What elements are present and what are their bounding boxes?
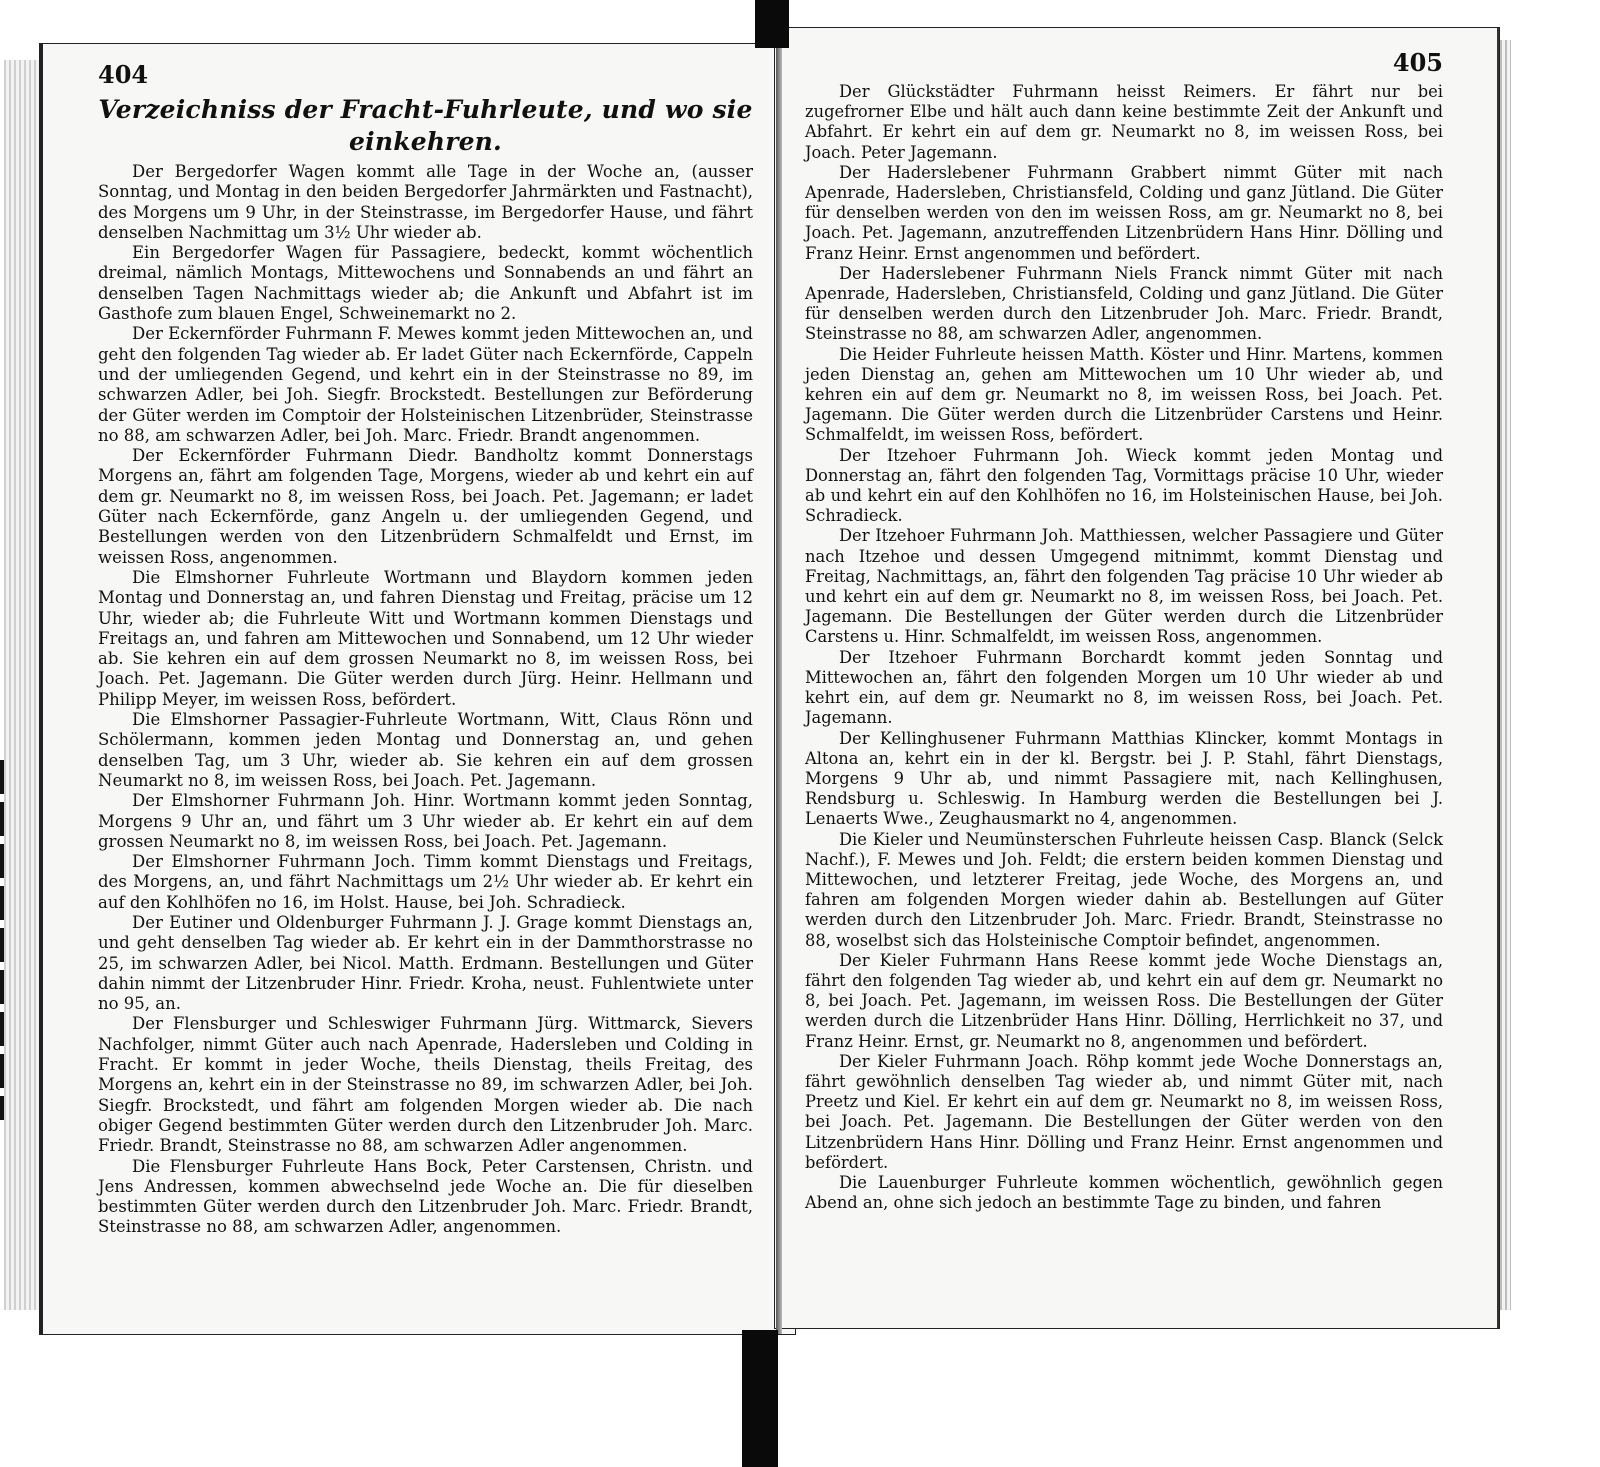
entry-paragraph: Der Itzehoer Fuhrmann Joh. Wieck kommt jeden Montag und Donnerstag an, fährt den folgenden Tag, Vormittags präcise 10 Uhr, wieder ab und kehrt ein auf den Kohlhöfen no 16, im Holsteinischen Hause, bei Joh. Schradieck. xyxy=(805,445,1443,526)
entry-paragraph: Der Itzehoer Fuhrmann Borchardt kommt jeden Sonntag und Mittewochen an, fährt den folgenden Morgen um 10 Uhr wieder ab und kehrt ein, auf dem gr. Neumarkt no 8, im weissen Ross, bei Joach. Pet. Jagemann. xyxy=(805,647,1443,728)
page-number-left: 404 xyxy=(98,60,149,89)
page-heading: Verzeichniss der Fracht-Fuhrleute, und wo sie einkehren. xyxy=(98,95,753,156)
entry-paragraph: Der Haderslebener Fuhrmann Niels Franck nimmt Güter mit nach Apenrade, Hadersleben, Christiansfeld, Colding und ganz Jütland. Die Güter für denselben werden durch den Litzenbruder Joh. Marc. Friedr. Brandt, Steinstrasse no 88, am schwarzen Adler, angenommen. xyxy=(805,263,1443,344)
book-spine xyxy=(776,44,782,1334)
page-edges-left xyxy=(4,60,40,1310)
entry-paragraph: Die Flensburger Fuhrleute Hans Bock, Peter Carstensen, Christn. und Jens Andressen, kommen abwechselnd jede Woche an. Die für dieselben bestimmten Güter werden durch den Litzenbruder Joh. Marc. Friedr. Brandt, Steinstrasse no 88, am schwarzen Adler, angenommen. xyxy=(98,1156,753,1237)
entry-paragraph: Der Bergedorfer Wagen kommt alle Tage in der Woche an, (ausser Sonntag, und Montag in den beiden Bergedorfer Jahrmärkten und Fastnacht), des Morgens um 9 Uhr, in der Steinstrasse, im Bergedorfer Hause, und fährt denselben Nachmittag um 3½ Uhr wieder ab. xyxy=(98,162,754,242)
gutter-shadow-bottom xyxy=(742,1330,778,1467)
entry-paragraph: Der Glückstädter Fuhrmann heisst Reimers. Er fährt nur bei zugefrorner Elbe und hält auch dann keine bestimmte Zeit der Ankunft und Abfahrt. Er kehrt ein auf dem gr. Neumarkt no 8, im weissen Ross, bei Joach. Peter Jagemann. xyxy=(805,82,1443,162)
entry-paragraph: Die Kieler und Neumünsterschen Fuhrleute heissen Casp. Blanck (Selck Nachf.), F. Mewes und Joh. Feldt; die erstern beiden kommen Dienstag und Mittewochen, und letzterer Freitag, jede Woche, des Morgens an, und fahren am folgenden Morgen wieder dahin ab. Bestellungen auf Güter werden durch den Litzenbruder Joh. Marc. Friedr. Brandt, Steinstrasse no 88, woselbst sich das Holsteinische Comptoir befindet, angenommen. xyxy=(805,829,1443,950)
gutter-shadow-top xyxy=(755,0,789,48)
left-page-content xyxy=(98,62,753,1238)
entry-paragraph: Der Elmshorner Fuhrmann Joh. Hinr. Wortmann kommt jeden Sonntag, Morgens 9 Uhr an, und fährt um 3 Uhr wieder ab. Er kehrt ein auf dem grossen Neumarkt no 8, im weissen Ross, bei Joach. Pet. Jagemann. xyxy=(98,791,753,851)
entry-paragraph: Der Flensburger und Schleswiger Fuhrmann Jürg. Wittmarck, Sievers Nachfolger, nimmt Güter auch nach Apenrade, Hadersleben und Colding in Fracht. Er kommt in jeder Woche, theils Dienstag, theils Freitag, des Morgens an, kehrt ein in der Steinstrasse no 89, im schwarzen Adler, bei Joh. Siegfr. Brockstedt, und fährt am folgenden Morgen wieder ab. Die nach obiger Gegend bestimmten Güter werden durch den Litzenbruder Joh. Marc. Friedr. Brandt, Steinstrasse no 88, am schwarzen Adler angenommen. xyxy=(98,1014,753,1156)
entry-paragraph: Die Elmshorner Passagier-Fuhrleute Wortmann, Witt, Claus Rönn und Schölermann, kommen jeden Montag und Donnerstag an, und gehen denselben Tag, um 3 Uhr, wieder ab. Sie kehren ein auf dem grossen Neumarkt no 8, im weissen Ross, bei Joach. Pet. Jagemann. xyxy=(98,710,753,790)
entry-paragraph: Der Eckernförder Fuhrmann Diedr. Bandholtz kommt Donnerstags Morgens an, fährt am folgenden Tage, Morgens, wieder ab und kehrt ein auf dem gr. Neumarkt no 8, im weissen Ross, bei Joach. Pet. Jagemann; er ladet Güter nach Eckernförde, ganz Angeln u. der umliegenden Gegend, und Bestellungen werden von den Litzenbrüdern Schmalfeldt und Ernst, im weissen Ross, angenommen. xyxy=(98,446,753,567)
entry-paragraph: Die Heider Fuhrleute heissen Matth. Köster und Hinr. Martens, kommen jeden Dienstag an, gehen am Mittewochen um 10 Uhr wieder ab, und kehren ein auf dem gr. Neumarkt no 8, im weissen Ross, bei Joach. Pet. Jagemann. Die Güter werden durch die Litzenbrüder Carstens und Heinr. Schmalfeldt, im weissen Ross, befördert. xyxy=(805,344,1443,445)
entry-paragraph: Der Eutiner und Oldenburger Fuhrmann J. J. Grage kommt Dienstags an, und geht denselben Tag wieder ab. Er kehrt ein in der Dammthorstrasse no 25, im schwarzen Adler, bei Nicol. Matth. Erdmann. Bestellungen und Güter dahin nimmt der Litzenbruder Hinr. Friedr. Kroha, neust. Fuhlentwiete unter no 95, an. xyxy=(98,912,753,1014)
page-number-right: 405 xyxy=(1392,48,1443,77)
entry-paragraph: Der Kellinghusener Fuhrmann Matthias Klincker, kommt Montags in Altona an, kehrt ein in der kl. Bergstr. bei J. P. Stahl, fährt Dienstags, Morgens 9 Uhr ab, und nimmt Passagiere mit, nach Kellinghusen, Rendsburg u. Schleswig. In Hamburg werden die Bestellungen bei J. Lenaerts Wwe., Zeughausmarkt no 4, angenommen. xyxy=(805,728,1443,829)
entry-paragraph: Ein Bergedorfer Wagen für Passagiere, bedeckt, kommt wöchentlich dreimal, nämlich Montags, Mittewochens und Sonnabends an und fährt an denselben Tagen Nachmittags wieder ab; die Ankunft und Abfahrt ist im Gasthofe zum blauen Engel, Schweinemarkt no 2. xyxy=(98,243,753,324)
entry-paragraph: Der Haderslebener Fuhrmann Grabbert nimmt Güter mit nach Apenrade, Hadersleben, Christiansfeld, Colding und ganz Jütland. Die Güter für denselben werden von den im weissen Ross, am gr. Neumarkt no 8, bei Joach. Pet. Jagemann, anzutreffenden Litzenbrüdern Hans Hinr. Dölling und Franz Heinr. Ernst angenommen und befördert. xyxy=(805,162,1443,263)
entry-paragraph: Der Kieler Fuhrmann Joach. Röhp kommt jede Woche Donnerstags an, fährt gewöhnlich denselben Tag wieder ab, und nimmt Güter mit, nach Preetz und Kiel. Er kehrt ein auf dem gr. Neumarkt no 8, im weissen Ross, bei Joach. Pet. Jagemann. Die Bestellungen der Güter werden von den Litzenbrüdern Hans Hinr. Dölling und Franz Heinr. Ernst angenommen und befördert. xyxy=(805,1051,1443,1172)
page-edges-right xyxy=(1497,40,1511,1310)
entry-paragraph: Die Lauenburger Fuhrleute kommen wöchentlich, gewöhnlich gegen Abend an, ohne sich jedoch an bestimmte Tage zu binden, und fahren xyxy=(805,1172,1443,1213)
entry-paragraph: Der Eckernförder Fuhrmann F. Mewes kommt jeden Mittewochen an, und geht den folgenden Tag wieder ab. Er ladet Güter nach Eckernförde, Cappeln und der umliegenden Gegend, und kehrt ein in der Steinstrasse no 89, im schwarzen Adler, bei Joh. Siegfr. Brockstedt. Bestellungen zur Beförderung der Güter werden im Comptoir der Holsteinischen Litzenbrüder, Steinstrasse no 88, am schwarzen Adler, bei Joh. Marc. Friedr. Brandt angenommen. xyxy=(98,324,753,445)
entry-paragraph: Der Kieler Fuhrmann Hans Reese kommt jede Woche Dienstags an, fährt den folgenden Tag wieder ab, und kehrt ein auf dem gr. Neumarkt no 8, bei Joach. Pet. Jagemann, im weissen Ross. Die Bestellungen der Güter werden durch die Litzenbrüder Hans Hinr. Dölling, Herrlichkeit no 37, und Franz Heinr. Ernst, gr. Neumarkt no 8, angenommen und befördert. xyxy=(805,950,1443,1051)
right-page-content xyxy=(805,50,1443,1213)
entry-paragraph: Der Elmshorner Fuhrmann Joch. Timm kommt Dienstags und Freitags, des Morgens, an, und fährt Nachmittags um 2½ Uhr wieder ab. Er kehrt ein auf den Kohlhöfen no 16, im Holst. Hause, bei Joh. Schradieck. xyxy=(98,852,753,912)
entry-paragraph: Der Itzehoer Fuhrmann Joh. Matthiessen, welcher Passagiere und Güter nach Itzehoe und dessen Umgegend mitnimmt, kommt Dienstag und Freitag, Nachmittags, an, fährt den folgenden Tag präcise 10 Uhr wieder ab und kehrt ein auf dem gr. Neumarkt no 8, im weissen Ross, bei Joach. Pet. Jagemann. Die Bestellungen der Güter werden durch die Litzenbrüder Carstens u. Hinr. Schmalfeldt, im weissen Ross, angenommen. xyxy=(805,526,1443,647)
entry-paragraph: Die Elmshorner Fuhrleute Wortmann und Blaydorn kommen jeden Montag und Donnerstag an, und fahren Dienstag und Freitag, präcise um 12 Uhr, wieder ab; die Fuhrleute Witt und Wortmann kommen Dienstags und Freitags an, und fahren am Mittewochen und Sonnabend, um 12 Uhr wieder ab. Sie kehren ein auf dem grossen Neumarkt no 8, im weissen Ross, bei Joach. Pet. Jagemann. Die Güter werden durch Jürg. Heinr. Hellmann und Philipp Meyer, im weissen Ross, befördert. xyxy=(98,567,753,709)
